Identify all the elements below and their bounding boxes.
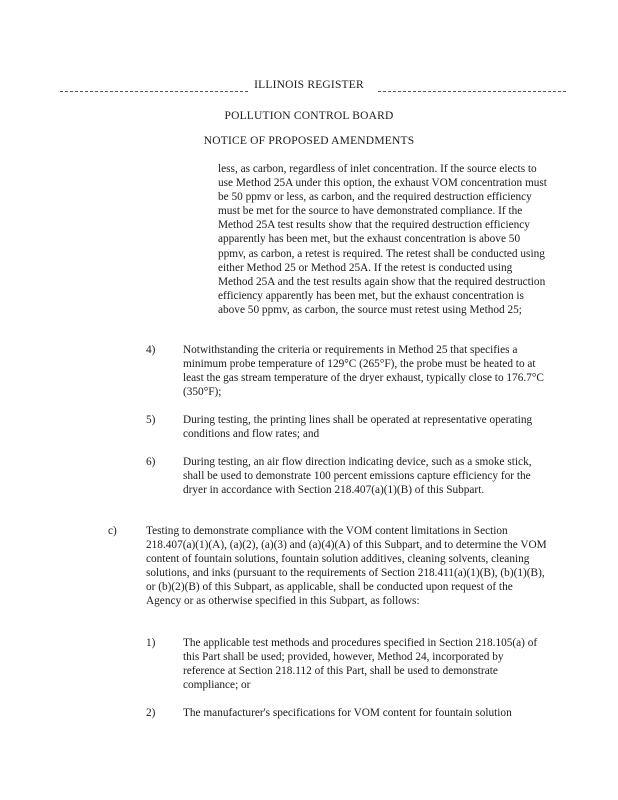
section-c-item-2-text: The manufacturer's specifications for VOM content for fountain solution <box>183 707 512 719</box>
section-c-text: Testing to demonstrate compliance with the VOM content limitations in Section 218.407(a)(1)(A), (a)(2), (a)(3) and (a)(4)(A) of this Subpart, and to determine the VOM content of fountain solutions, fountain solution additives, cleaning solvents, cleaning solutions, and inks (pursuant to the requirements of Section 218.411(a)(1)(B), (b)(1)(B), or (b)(2)(B) of this Subpart, as applicable, shall be conducted upon request of the Agency or as otherwise specified in this Subpart, as follows: <box>146 525 547 608</box>
item-4-marker: 4) <box>146 344 156 356</box>
item-6-marker: 6) <box>146 456 156 468</box>
section-c-marker: c) <box>108 525 117 537</box>
header-rule-left <box>60 91 248 92</box>
section-c-item-1-marker: 1) <box>146 637 156 649</box>
notice-title: NOTICE OF PROPOSED AMENDMENTS <box>203 135 415 147</box>
item-5-text: During testing, the printing lines shall be operated at representative operating conditions and flow rates; and <box>183 414 533 441</box>
section-c-item-1-text: The applicable test methods and procedures specified in Section 218.105(a) of this Part shall be used; provided, however, Method 24, incorporated by reference at Section 218.112 of this Part, shall be used to demonstrate compliance; or <box>183 637 538 692</box>
board-title: POLLUTION CONTROL BOARD <box>224 110 394 122</box>
item-5-marker: 5) <box>146 414 156 426</box>
register-title: ILLINOIS REGISTER <box>254 79 364 91</box>
header-rule-right <box>378 91 566 92</box>
item-6-text: During testing, an air flow direction indicating device, such as a smoke stick, shall be used to demonstrate 100 percent emissions capture efficiency for the dryer in accordance with Section 218.407(a)(1)(B) of this Subpart. <box>183 456 532 497</box>
continuation-paragraph: less, as carbon, regardless of inlet concentration. If the source elects to use Method 25A under this option, the exhaust VOM concentration must be 50 ppmv or less, as carbon, and the required destruction efficiency must be met for the source to have demonstrated compliance. If the Method 25A test results show that the required destruction efficiency apparently has been met, but the exhaust concentration is above 50 ppmv, as carbon, a retest is required. The retest shall be conducted using either Method 25 or Method 25A. If the retest is conducted using Method 25A and the test results again show that the required destruction efficiency apparently has been met, but the exhaust concentration is above 50 ppmv, as carbon, the source must retest using Method 25; <box>218 163 547 316</box>
item-4-text: Notwithstanding the criteria or requirements in Method 25 that specifies a minimum probe temperature of 129°C (265°F), the probe must be heated to at least the gas stream temperature of the dryer exhaust, typically close to 176.7°C (350°F); <box>183 344 544 399</box>
section-c-item-2-marker: 2) <box>146 707 156 719</box>
